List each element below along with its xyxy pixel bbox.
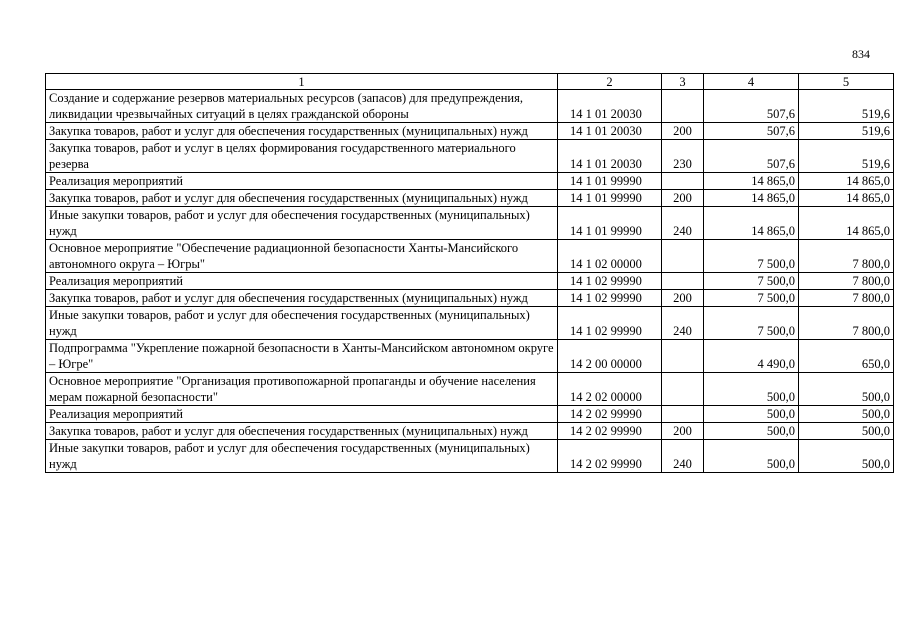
budget-table xyxy=(45,73,894,473)
row-code-cell: 14 1 01 99990 xyxy=(558,173,662,190)
row-name-cell: Реализация мероприятий xyxy=(46,273,558,290)
table-header xyxy=(46,74,894,90)
row-value-col4-cell: 7 500,0 xyxy=(704,240,799,273)
row-kind-cell: 240 xyxy=(662,440,704,473)
row-name-cell: Закупка товаров, работ и услуг в целях формирования государственного материального резерва xyxy=(46,140,558,173)
table-row xyxy=(46,423,894,440)
row-value-col4-cell: 500,0 xyxy=(704,440,799,473)
table-row xyxy=(46,123,894,140)
row-name-cell: Реализация мероприятий xyxy=(46,406,558,423)
row-code-cell: 14 1 02 99990 xyxy=(558,307,662,340)
table-row xyxy=(46,440,894,473)
header-col-3: 3 xyxy=(662,74,704,90)
table-row xyxy=(46,173,894,190)
row-name-cell: Закупка товаров, работ и услуг для обеспечения государственных (муниципальных) нужд xyxy=(46,423,558,440)
row-value-col5-cell: 650,0 xyxy=(799,340,894,373)
header-col-5: 5 xyxy=(799,74,894,90)
row-value-col4-cell: 14 865,0 xyxy=(704,190,799,207)
row-name-cell: Закупка товаров, работ и услуг для обеспечения государственных (муниципальных) нужд xyxy=(46,190,558,207)
row-kind-cell xyxy=(662,240,704,273)
row-value-col5-cell: 14 865,0 xyxy=(799,173,894,190)
row-kind-cell: 200 xyxy=(662,290,704,307)
row-code-cell: 14 1 01 20030 xyxy=(558,123,662,140)
table-row xyxy=(46,373,894,406)
table-row xyxy=(46,273,894,290)
row-value-col5-cell: 7 800,0 xyxy=(799,290,894,307)
row-code-cell: 14 1 01 20030 xyxy=(558,140,662,173)
row-value-col5-cell: 14 865,0 xyxy=(799,190,894,207)
row-code-cell: 14 2 02 99990 xyxy=(558,423,662,440)
row-kind-cell xyxy=(662,273,704,290)
table-row xyxy=(46,340,894,373)
row-name-cell: Основное мероприятие "Организация противопожарной пропаганды и обучение населения мерам пожарной безопасности" xyxy=(46,373,558,406)
row-code-cell: 14 1 01 20030 xyxy=(558,90,662,123)
table-row xyxy=(46,240,894,273)
row-value-col5-cell: 500,0 xyxy=(799,406,894,423)
row-code-cell: 14 1 02 99990 xyxy=(558,290,662,307)
row-kind-cell xyxy=(662,173,704,190)
row-value-col4-cell: 507,6 xyxy=(704,90,799,123)
row-kind-cell xyxy=(662,340,704,373)
row-name-cell: Иные закупки товаров, работ и услуг для обеспечения государственных (муниципальных) нужд xyxy=(46,207,558,240)
row-kind-cell: 200 xyxy=(662,190,704,207)
row-kind-cell: 200 xyxy=(662,423,704,440)
row-value-col4-cell: 7 500,0 xyxy=(704,307,799,340)
row-name-cell: Закупка товаров, работ и услуг для обеспечения государственных (муниципальных) нужд xyxy=(46,290,558,307)
row-kind-cell xyxy=(662,90,704,123)
table-row xyxy=(46,406,894,423)
row-name-cell: Основное мероприятие "Обеспечение радиационной безопасности Ханты-Мансийского автономного округа – Югры" xyxy=(46,240,558,273)
row-value-col4-cell: 507,6 xyxy=(704,140,799,173)
row-code-cell: 14 2 02 99990 xyxy=(558,406,662,423)
table-row xyxy=(46,207,894,240)
row-value-col5-cell: 500,0 xyxy=(799,423,894,440)
row-value-col5-cell: 500,0 xyxy=(799,440,894,473)
row-value-col5-cell: 519,6 xyxy=(799,90,894,123)
row-value-col5-cell: 519,6 xyxy=(799,140,894,173)
row-value-col5-cell: 14 865,0 xyxy=(799,207,894,240)
row-code-cell: 14 1 02 00000 xyxy=(558,240,662,273)
row-value-col4-cell: 14 865,0 xyxy=(704,173,799,190)
row-value-col4-cell: 500,0 xyxy=(704,423,799,440)
row-value-col5-cell: 7 800,0 xyxy=(799,273,894,290)
row-value-col5-cell: 519,6 xyxy=(799,123,894,140)
row-value-col4-cell: 507,6 xyxy=(704,123,799,140)
page-number: 834 xyxy=(852,47,870,61)
row-kind-cell: 240 xyxy=(662,307,704,340)
header-col-2: 2 xyxy=(558,74,662,90)
row-kind-cell: 200 xyxy=(662,123,704,140)
row-name-cell: Иные закупки товаров, работ и услуг для обеспечения государственных (муниципальных) нужд xyxy=(46,307,558,340)
row-code-cell: 14 1 02 99990 xyxy=(558,273,662,290)
row-value-col5-cell: 7 800,0 xyxy=(799,307,894,340)
row-code-cell: 14 1 01 99990 xyxy=(558,190,662,207)
table-row xyxy=(46,290,894,307)
row-value-col4-cell: 14 865,0 xyxy=(704,207,799,240)
row-value-col4-cell: 4 490,0 xyxy=(704,340,799,373)
table-row xyxy=(46,307,894,340)
row-name-cell: Подпрограмма "Укрепление пожарной безопасности в Ханты-Мансийском автономном округе – Югре" xyxy=(46,340,558,373)
table-row xyxy=(46,140,894,173)
row-value-col5-cell: 500,0 xyxy=(799,373,894,406)
row-code-cell: 14 2 02 99990 xyxy=(558,440,662,473)
row-value-col4-cell: 7 500,0 xyxy=(704,273,799,290)
row-value-col4-cell: 500,0 xyxy=(704,373,799,406)
row-code-cell: 14 2 00 00000 xyxy=(558,340,662,373)
row-name-cell: Создание и содержание резервов материальных ресурсов (запасов) для предупреждения, ликвидации чрезвычайных ситуаций в целях гражданской обороны xyxy=(46,90,558,123)
row-kind-cell: 230 xyxy=(662,140,704,173)
row-value-col4-cell: 7 500,0 xyxy=(704,290,799,307)
header-col-1: 1 xyxy=(46,74,558,90)
row-name-cell: Закупка товаров, работ и услуг для обеспечения государственных (муниципальных) нужд xyxy=(46,123,558,140)
row-kind-cell: 240 xyxy=(662,207,704,240)
row-value-col4-cell: 500,0 xyxy=(704,406,799,423)
table-row xyxy=(46,190,894,207)
header-col-4: 4 xyxy=(704,74,799,90)
row-code-cell: 14 2 02 00000 xyxy=(558,373,662,406)
table-body xyxy=(46,90,894,473)
row-kind-cell xyxy=(662,406,704,423)
row-kind-cell xyxy=(662,373,704,406)
row-name-cell: Иные закупки товаров, работ и услуг для обеспечения государственных (муниципальных) нужд xyxy=(46,440,558,473)
table-row xyxy=(46,90,894,123)
row-code-cell: 14 1 01 99990 xyxy=(558,207,662,240)
row-name-cell: Реализация мероприятий xyxy=(46,173,558,190)
header-row xyxy=(46,74,894,90)
row-value-col5-cell: 7 800,0 xyxy=(799,240,894,273)
